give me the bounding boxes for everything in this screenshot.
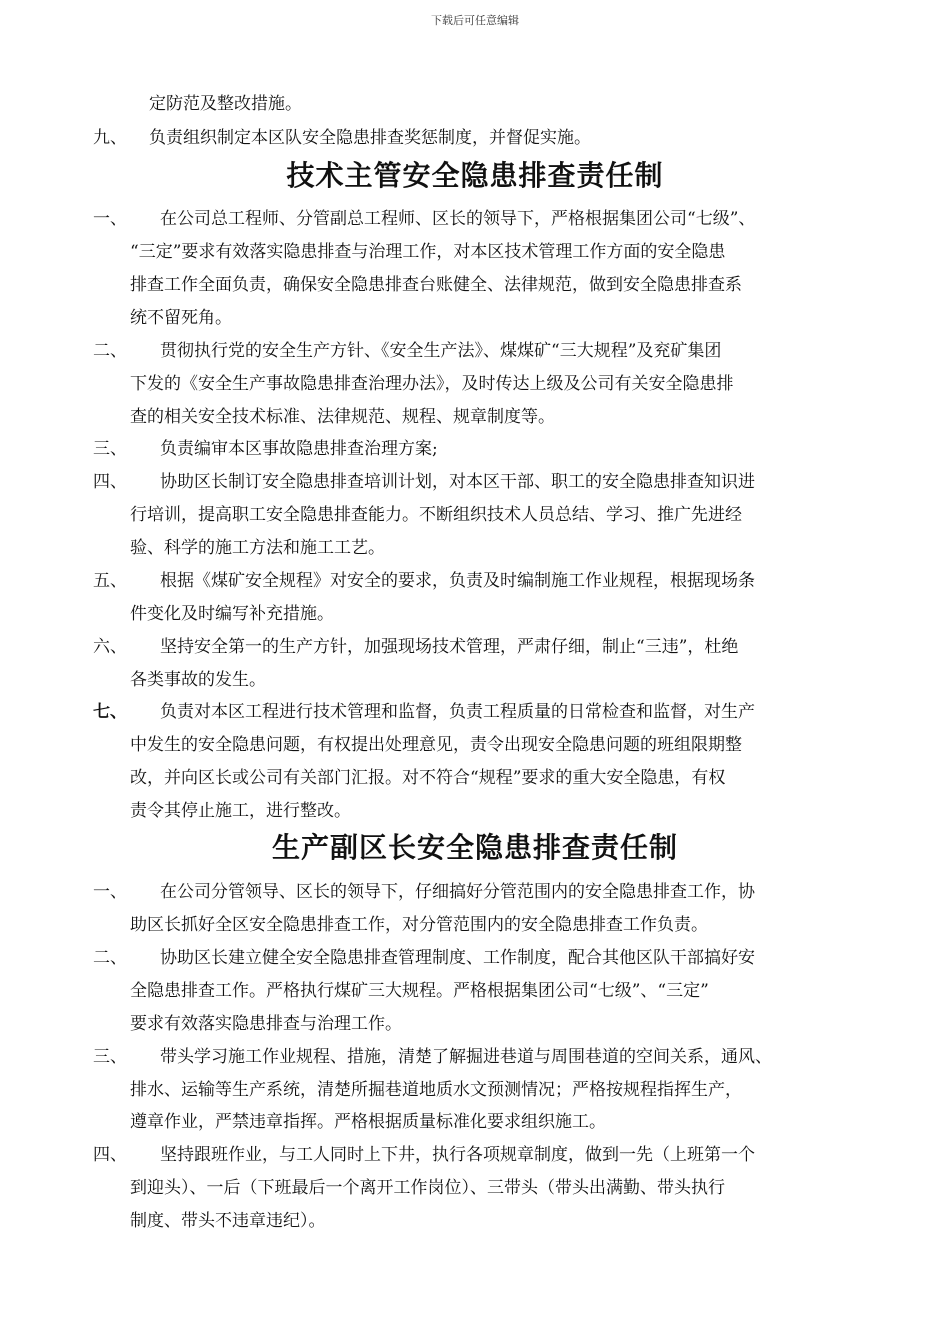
item-text: 行培训，提高职工安全隐患排查能力。不断组织技术人员总结、学习、推广先进经 <box>130 505 742 525</box>
item-text: 排水、运输等生产系统，清楚所掘巷道地质水文预测情况；严格按规程指挥生产， <box>130 1080 742 1100</box>
item-text: 根据《煤矿安全规程》对安全的要求，负责及时编制施工作业规程，根据现场条 <box>160 571 755 591</box>
item-number: 五、 <box>93 571 127 591</box>
item-text: 责令其停止施工，进行整改。 <box>130 801 351 821</box>
section-title: 生产副区长安全隐患排查责任制 <box>271 831 678 864</box>
item-number: 一、 <box>93 209 127 229</box>
item-number: 二、 <box>93 341 127 361</box>
item-text: 在公司总工程师、分管副总工程师、区长的领导下，严格根据集团公司“七级”、 <box>160 209 756 229</box>
item-number: 二、 <box>93 948 127 968</box>
page-header: 下载后可任意编辑 <box>431 14 519 27</box>
item-text: 统不留死角。 <box>130 308 232 328</box>
item-text: 带头学习施工作业规程、措施，清楚了解掘进巷道与周围巷道的空间关系，通风、 <box>160 1047 772 1067</box>
item-text: 各类事故的发生。 <box>130 670 266 690</box>
item-text: 负责组织制定本区队安全隐患排查奖惩制度，并督促实施。 <box>149 128 591 148</box>
item-number: 一、 <box>93 882 127 902</box>
item-number: 四、 <box>93 1145 127 1165</box>
item-text: 坚持安全第一的生产方针，加强现场技术管理，严肃仔细，制止“三违”，杜绝 <box>160 637 739 657</box>
item-text: 到迎头）、一后（下班最后一个离开工作岗位）、三带头（带头出满勤、带头执行 <box>130 1178 725 1198</box>
item-number: 四、 <box>93 472 127 492</box>
item-text: 负责对本区工程进行技术管理和监督，负责工程质量的日常检查和监督，对生产 <box>160 702 755 722</box>
item-text: 中发生的安全隐患问题，有权提出处理意见，责令出现安全隐患问题的班组限期整 <box>130 735 742 755</box>
item-text: 协助区长制订安全隐患排查培训计划，对本区干部、职工的安全隐患排查知识进 <box>160 472 755 492</box>
item-text: 协助区长建立健全安全隐患排查管理制度、工作制度，配合其他区队干部搞好安 <box>160 948 755 968</box>
item-text: 改，并向区长或公司有关部门汇报。对不符合“规程”要求的重大安全隐患，有权 <box>130 768 726 788</box>
item-text: 查的相关安全技术标准、法律规范、规程、规章制度等。 <box>130 407 555 427</box>
item-text: 件变化及时编写补充措施。 <box>130 604 334 624</box>
item-text: 下发的《安全生产事故隐患排查治理办法》，及时传达上级及公司有关安全隐患排 <box>130 374 734 394</box>
item-text: 在公司分管领导、区长的领导下，仔细搞好分管范围内的安全隐患排查工作，协 <box>160 882 755 902</box>
item-number: 三、 <box>93 1047 127 1067</box>
section-title: 技术主管安全隐患排查责任制 <box>286 159 664 192</box>
item-number: 六、 <box>93 637 127 657</box>
item-number: 七、 <box>93 702 127 722</box>
item-text: 贯彻执行党的安全生产方针、《安全生产法》、煤煤矿“三大规程”及兖矿集团 <box>160 341 722 361</box>
item-text: 负责编审本区事故隐患排查治理方案; <box>160 439 438 459</box>
item-number: 三、 <box>93 439 127 459</box>
item-text: 助区长抓好全区安全隐患排查工作，对分管范围内的安全隐患排查工作负责。 <box>130 915 708 935</box>
item-number: 九、 <box>93 128 127 148</box>
item-text: 要求有效落实隐患排查与治理工作。 <box>130 1014 402 1034</box>
item-text: 坚持跟班作业，与工人同时上下井，执行各项规章制度，做到一先（上班第一个 <box>160 1145 755 1165</box>
item-text: 验、科学的施工方法和施工工艺。 <box>130 538 385 558</box>
item-text: 排查工作全面负责，确保安全隐患排查台账健全、法律规范，做到安全隐患排查系 <box>130 275 742 295</box>
item-text: 全隐患排查工作。严格执行煤矿三大规程。严格根据集团公司“七级”、“三定” <box>130 981 709 1001</box>
item-text: 遵章作业，严禁违章指挥。严格根据质量标准化要求组织施工。 <box>130 1112 606 1132</box>
item-text: “三定”要求有效落实隐患排查与治理工作，对本区技术管理工作方面的安全隐患 <box>130 242 726 262</box>
continuation-line: 定防范及整改措施。 <box>149 94 302 114</box>
item-text: 制度、带头不违章违纪）。 <box>130 1211 326 1231</box>
